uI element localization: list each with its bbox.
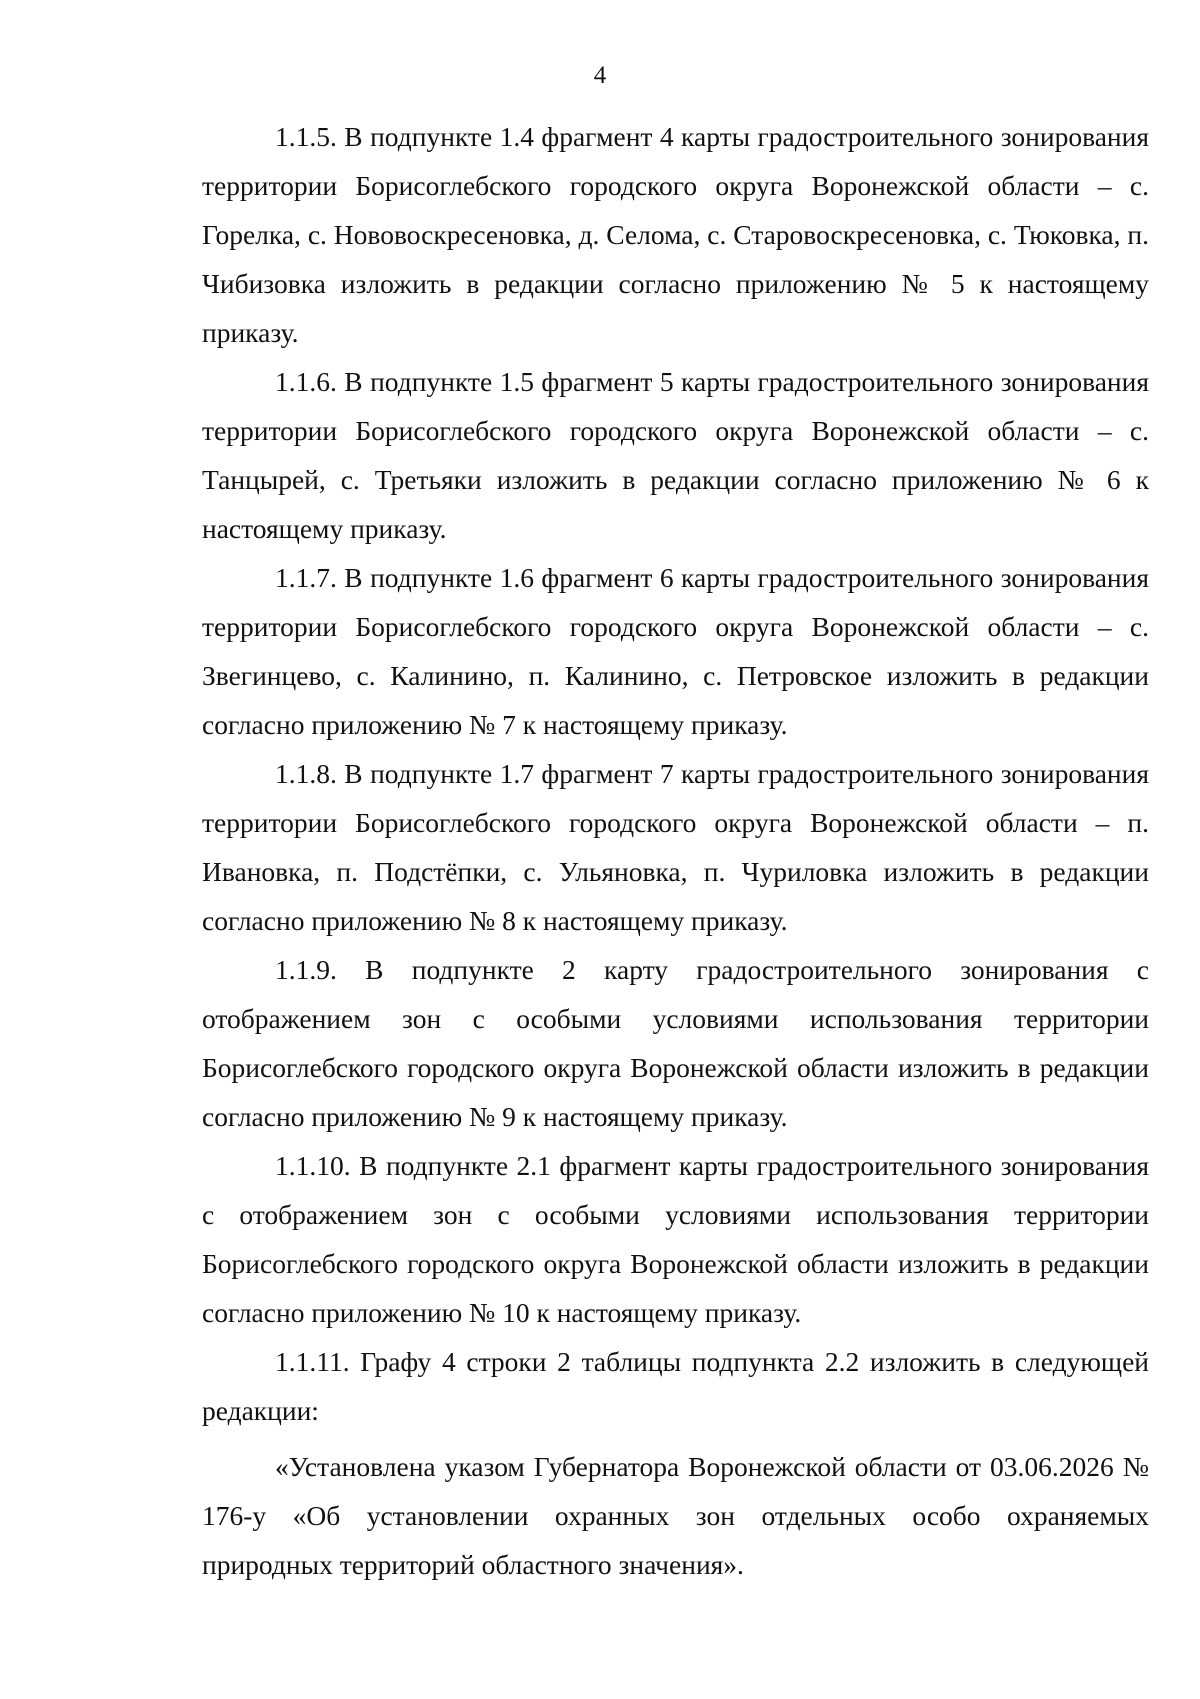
paragraph-1-1-6: 1.1.6. В подпункте 1.5 фрагмент 5 карты градостроительного зонирования территории Борисоглебского городского округа Воронежской области – с. Танцырей, с. Третьяки изложить в редакции согласно приложению № 6 к настоящему приказу. xyxy=(202,366,1149,544)
paragraph-1-1-9: 1.1.9. В подпункте 2 карту градостроительного зонирования с отображением зон с особыми условиями использования территории Борисоглебского городского округа Воронежской области изложить в редакции согласно приложению № 9 к настоящему приказу. xyxy=(202,954,1149,1132)
paragraph-1-1-11: 1.1.11. Графу 4 строки 2 таблицы подпункта 2.2 изложить в следующей редакции: xyxy=(202,1346,1149,1426)
paragraph-1-1-8: 1.1.8. В подпункте 1.7 фрагмент 7 карты градостроительного зонирования территории Борисоглебского городского округа Воронежской области – п. Ивановка, п. Подстёпки, с. Ульяновка, п. Чуриловка изложить в редакции согласно приложению № 8 к настоящему приказу. xyxy=(202,758,1149,936)
document-body xyxy=(202,112,1149,1589)
paragraph-1-1-10: 1.1.10. В подпункте 2.1 фрагмент карты градостроительного зонирования с отображением зон с особыми условиями использования территории Борисоглебского городского округа Воронежской области изложить в редакции согласно приложению № 10 к настоящему приказу. xyxy=(202,1150,1149,1328)
quoted-text: «Установлена указом Губернатора Воронежской области от 03.06.2026 № 176-у «Об установлении охранных зон отдельных особо охраняемых природных территорий областного значения». xyxy=(202,1451,1149,1580)
paragraph-1-1-7: 1.1.7. В подпункте 1.6 фрагмент 6 карты градостроительного зонирования территории Борисоглебского городского округа Воронежской области – с. Звегинцево, с. Калинино, п. Калинино, с. Петровское изложить в редакции согласно приложению № 7 к настоящему приказу. xyxy=(202,562,1149,740)
page-number: 4 xyxy=(593,62,607,89)
paragraph-1-1-5: 1.1.5. В подпункте 1.4 фрагмент 4 карты градостроительного зонирования территории Борисоглебского городского округа Воронежской области – с. Горелка, с. Нововоскресеновка, д. Селома, с. Старовоскресеновка, с. Тюковка, п. Чибизовка изложить в редакции согласно приложению № 5 к настоящему приказу. xyxy=(202,121,1149,348)
